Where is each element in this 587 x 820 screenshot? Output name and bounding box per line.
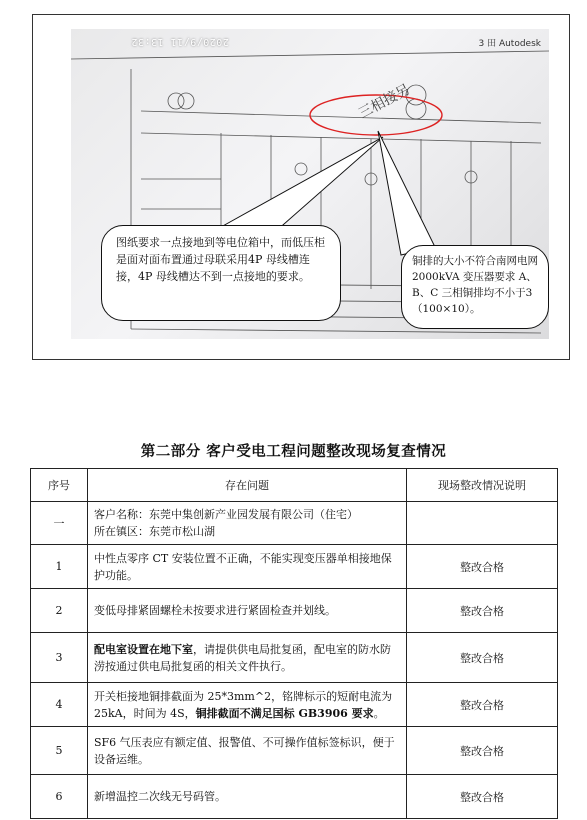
customer-no: 一 [31,502,88,545]
table-header-row [31,469,558,502]
row-issue-bold: 配电室设置在地下室 [94,642,193,656]
drawing-brand: 3 田 Autodesk [478,39,541,49]
customer-row [31,502,558,545]
header-issue: 存在问题 [88,469,407,502]
row-issue [88,683,407,727]
row-status: 整改合格 [407,683,558,727]
table-row [31,727,558,775]
row-issue-bold: 铜排截面不满足国标 GB3906 要求 [195,706,374,720]
table-row [31,545,558,589]
table-row [31,633,558,683]
row-issue: SF6 气压表应有额定值、报警值、不可操作值标签标识，便于设备运维。 [88,727,407,775]
row-issue: 新增温控二次线无号码管。 [88,775,407,819]
header-status: 现场整改情况说明 [407,469,558,502]
handwritten-note: 三相接另 [355,81,413,123]
row-issue [88,633,407,683]
site-photo [71,29,549,339]
row-issue-rest: ，请提供供电局批复函，配电室的防水防涝按通过供电局批复函的相关文件执行。 [94,642,391,673]
callout-grounding: 图纸要求一点接地到等电位箱中，而低压柜是面对面布置通过母联采用4P 母线槽连接，4P 母线槽达不到一点接地的要求。 [101,225,341,321]
row-status: 整改合格 [407,589,558,633]
table-row [31,683,558,727]
issues-table [30,468,558,819]
photo-frame [32,14,570,360]
row-issue: 变低母排紧固螺栓未按要求进行紧固检查并划线。 [88,589,407,633]
table-row [31,589,558,633]
row-no: 6 [31,775,88,819]
row-no: 1 [31,545,88,589]
customer-status [407,502,558,545]
row-no: 2 [31,589,88,633]
row-no: 5 [31,727,88,775]
table-row [31,775,558,819]
row-status: 整改合格 [407,727,558,775]
row-no: 3 [31,633,88,683]
row-issue: 中性点零序 CT 安装位置不正确，不能实现变压器单相接地保护功能。 [88,545,407,589]
header-no: 序号 [31,469,88,502]
customer-info [88,502,407,545]
customer-name: 客户名称：东莞中集创新产业园发展有限公司（住宅） [94,508,358,521]
row-no: 4 [31,683,88,727]
row-status: 整改合格 [407,545,558,589]
customer-town: 所在镇区：东莞市松山湖 [94,525,215,538]
row-status: 整改合格 [407,633,558,683]
row-issue-end: 。 [373,706,385,720]
row-issue-text: 开关柜接地铜排截面为 25*3mm^2，铭牌标示的短耐电流为 25kA，时间为 4S， [94,689,393,720]
callout-copper-bar: 铜排的大小不符合南网电网 2000kVA 变压器要求 A、B、C 三相铜排均不小于3（100×10）。 [401,245,549,329]
photo-timestamp: 2020/9/11 13:32 [131,36,229,47]
row-status: 整改合格 [407,775,558,819]
section-title: 第二部分 客户受电工程问题整改现场复查情况 [140,443,447,460]
